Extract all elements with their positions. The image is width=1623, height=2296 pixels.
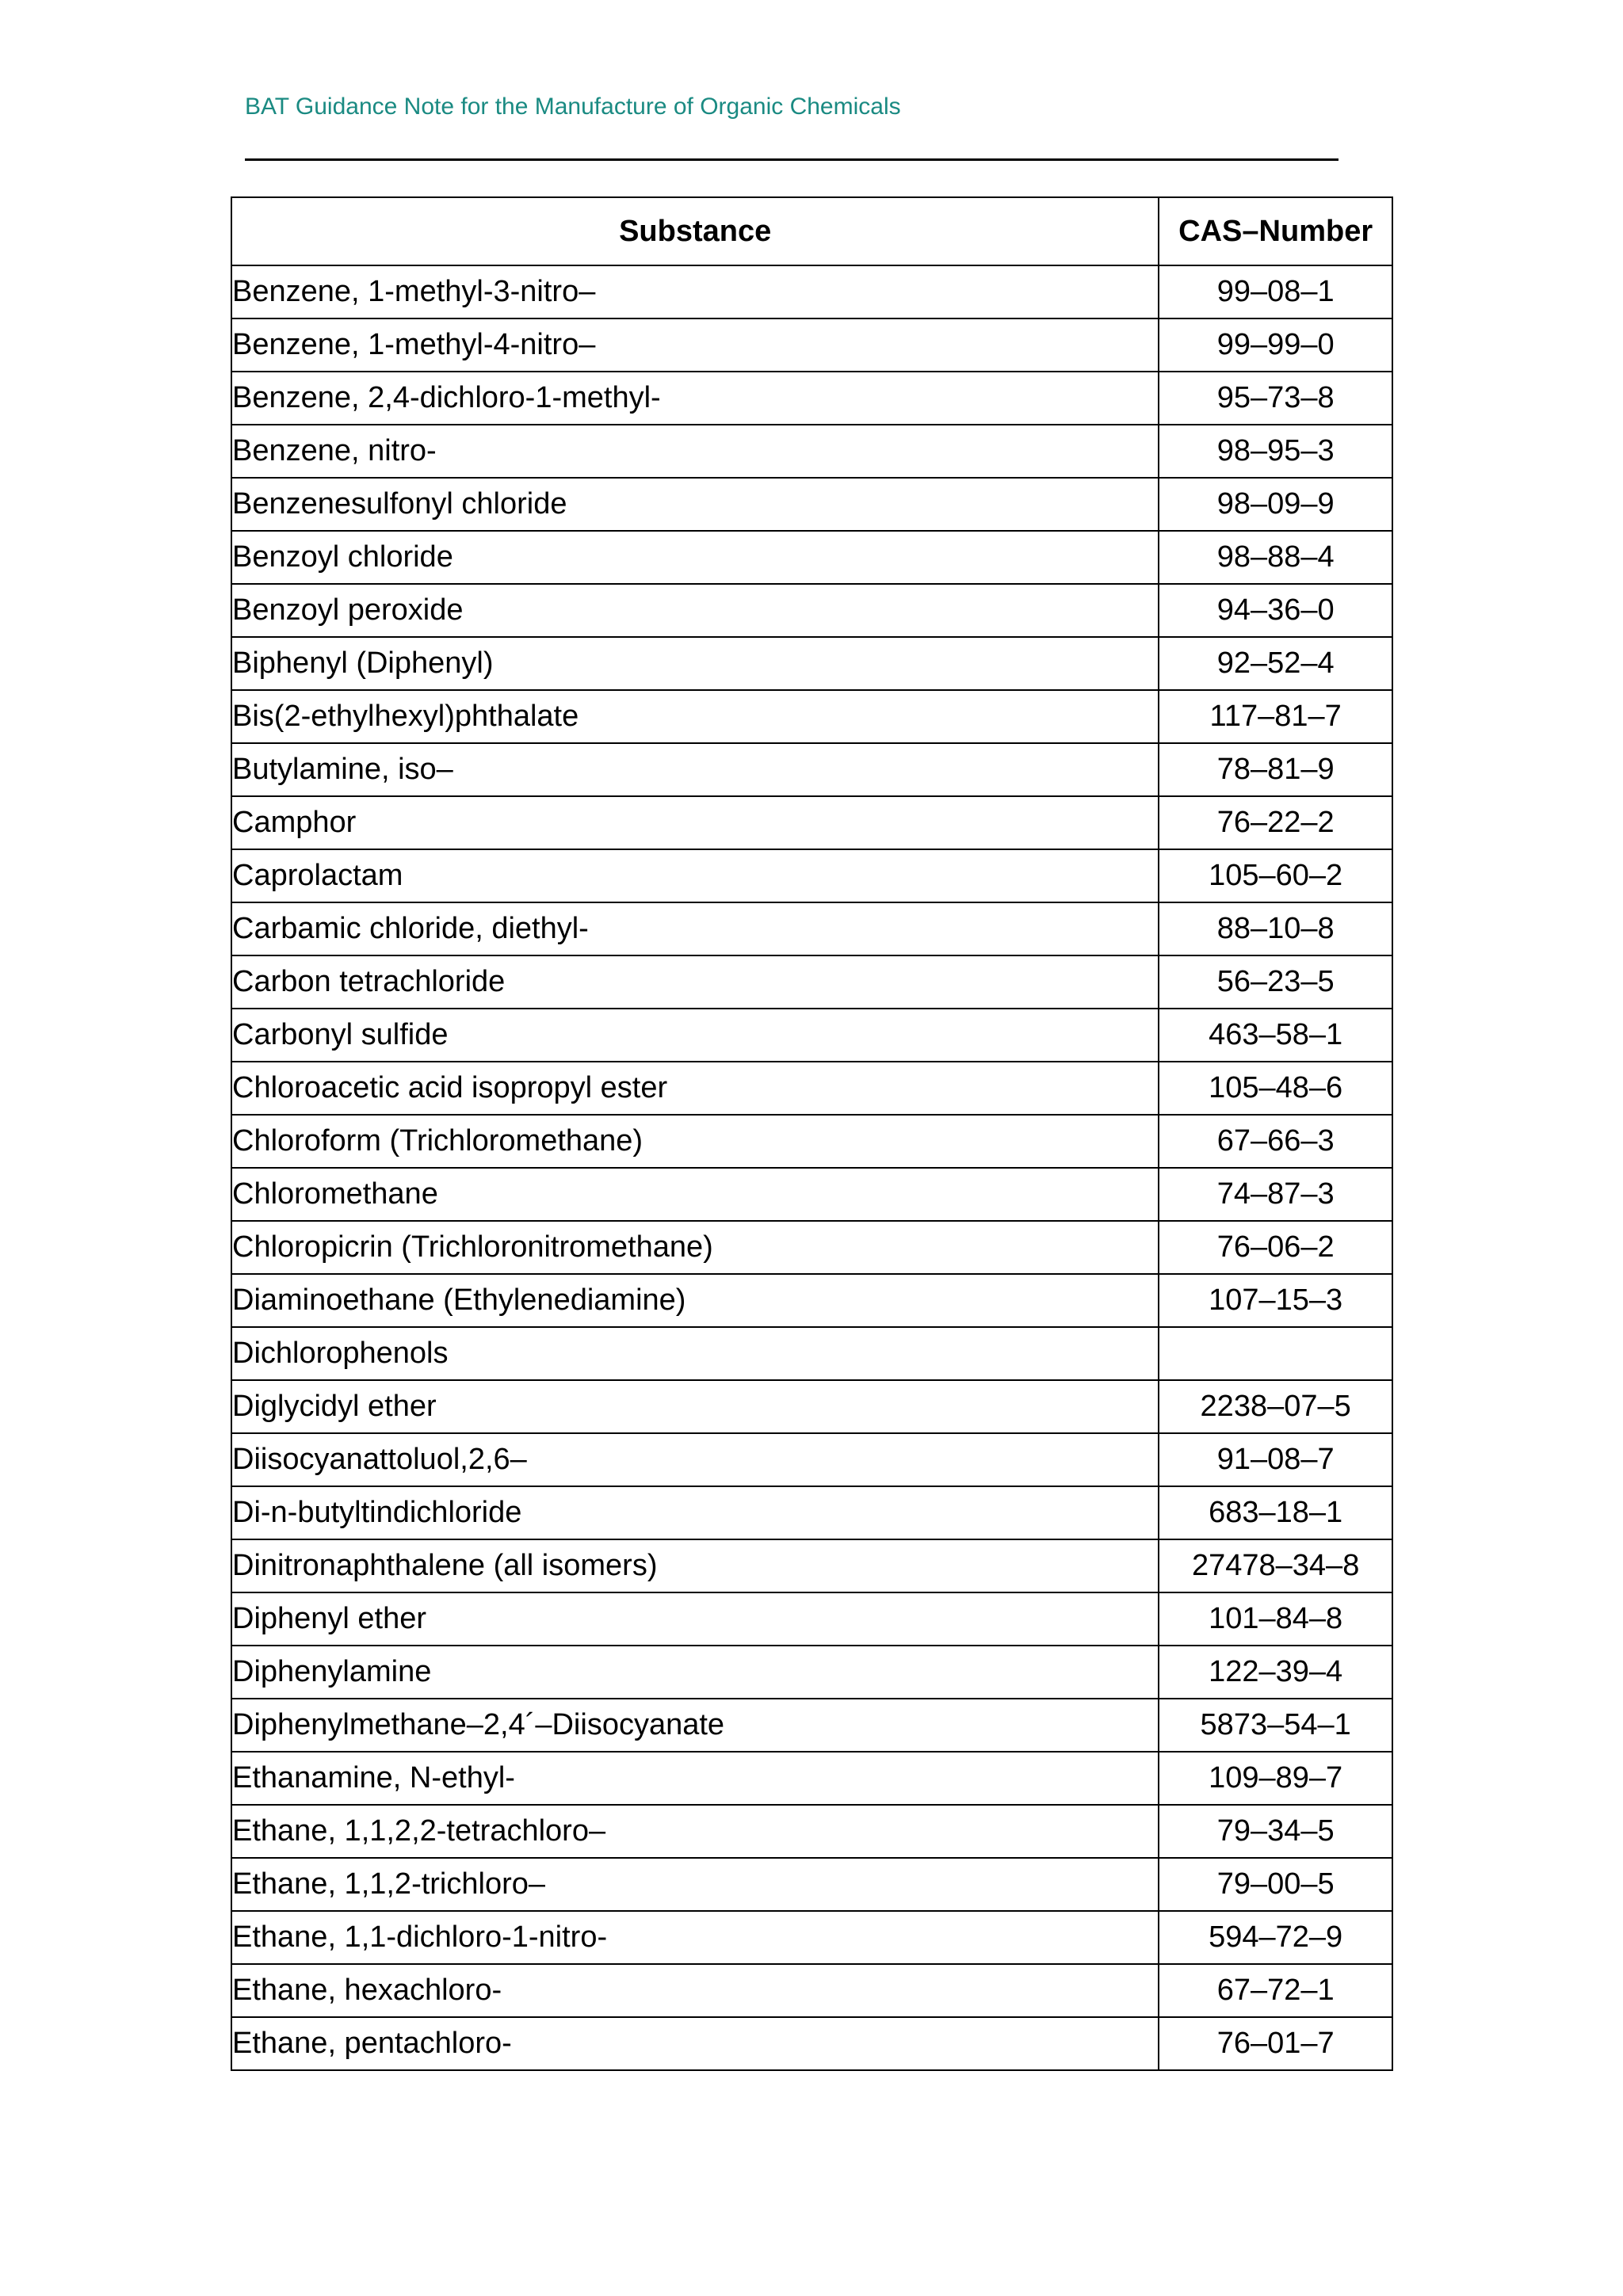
cas-number-cell: 67–66–3 <box>1159 1115 1392 1168</box>
table-row <box>231 425 1392 478</box>
cas-number-cell: 105–48–6 <box>1159 1062 1392 1115</box>
table-row <box>231 1805 1392 1858</box>
cas-number-cell: 594–72–9 <box>1159 1911 1392 1964</box>
column-header-substance: Substance <box>231 197 1159 265</box>
cas-number-cell: 76–01–7 <box>1159 2017 1392 2070</box>
cas-number-cell: 5873–54–1 <box>1159 1699 1392 1752</box>
table-row <box>231 265 1392 318</box>
table-row <box>231 690 1392 743</box>
table-row <box>231 1592 1392 1646</box>
table-row <box>231 1380 1392 1433</box>
cas-number-cell: 92–52–4 <box>1159 637 1392 690</box>
table-row <box>231 1274 1392 1327</box>
cas-number-cell: 117–81–7 <box>1159 690 1392 743</box>
table-row <box>231 902 1392 955</box>
table-row <box>231 584 1392 637</box>
cas-number-cell: 2238–07–5 <box>1159 1380 1392 1433</box>
substance-cell: Carbon tetrachloride <box>231 955 1159 1009</box>
table-row <box>231 318 1392 372</box>
substance-cell: Diisocyanattoluol,2,6– <box>231 1433 1159 1486</box>
table-row <box>231 1964 1392 2017</box>
table-row <box>231 1911 1392 1964</box>
substance-cell: Diaminoethane (Ethylenediamine) <box>231 1274 1159 1327</box>
cas-number-cell: 98–09–9 <box>1159 478 1392 531</box>
substance-cell: Chloromethane <box>231 1168 1159 1221</box>
substance-cell: Bis(2-ethylhexyl)phthalate <box>231 690 1159 743</box>
substance-cell: Benzene, 1-methyl-4-nitro– <box>231 318 1159 372</box>
cas-number-cell: 95–73–8 <box>1159 372 1392 425</box>
cas-number-cell: 105–60–2 <box>1159 849 1392 902</box>
table-row <box>231 1699 1392 1752</box>
table-row <box>231 531 1392 584</box>
substance-cell: Caprolactam <box>231 849 1159 902</box>
table-row <box>231 1168 1392 1221</box>
table-row <box>231 1858 1392 1911</box>
column-header-cas-number: CAS–Number <box>1159 197 1392 265</box>
cas-number-cell: 463–58–1 <box>1159 1009 1392 1062</box>
table-row <box>231 478 1392 531</box>
table-row <box>231 1009 1392 1062</box>
cas-number-cell: 683–18–1 <box>1159 1486 1392 1539</box>
table-row <box>231 372 1392 425</box>
table-row <box>231 1327 1392 1380</box>
table-row <box>231 1752 1392 1805</box>
cas-number-cell: 122–39–4 <box>1159 1646 1392 1699</box>
cas-number-cell: 99–08–1 <box>1159 265 1392 318</box>
table-row <box>231 849 1392 902</box>
cas-number-cell: 78–81–9 <box>1159 743 1392 796</box>
substance-cell: Benzoyl peroxide <box>231 584 1159 637</box>
cas-number-cell: 98–88–4 <box>1159 531 1392 584</box>
header-divider <box>245 158 1338 161</box>
cas-number-cell: 99–99–0 <box>1159 318 1392 372</box>
substance-cell: Benzene, nitro- <box>231 425 1159 478</box>
cas-number-cell: 27478–34–8 <box>1159 1539 1392 1592</box>
table-row <box>231 955 1392 1009</box>
cas-number-cell: 76–06–2 <box>1159 1221 1392 1274</box>
substance-cell: Chloroform (Trichloromethane) <box>231 1115 1159 1168</box>
cas-number-cell: 74–87–3 <box>1159 1168 1392 1221</box>
table-body <box>231 265 1392 2070</box>
table-row <box>231 1062 1392 1115</box>
table-row <box>231 637 1392 690</box>
substance-cell: Diphenylmethane–2,4´–Diisocyanate <box>231 1699 1159 1752</box>
substance-cell: Ethane, 1,1,2-trichloro– <box>231 1858 1159 1911</box>
substance-cell: Benzoyl chloride <box>231 531 1159 584</box>
cas-number-cell: 56–23–5 <box>1159 955 1392 1009</box>
cas-number-cell: 79–34–5 <box>1159 1805 1392 1858</box>
page-header-title: BAT Guidance Note for the Manufacture of Organic Chemicals <box>245 93 901 120</box>
cas-number-cell <box>1159 1327 1392 1380</box>
substance-cell: Ethane, 1,1,2,2-tetrachloro– <box>231 1805 1159 1858</box>
table-row <box>231 796 1392 849</box>
substance-cell: Diphenylamine <box>231 1646 1159 1699</box>
substance-cell: Dinitronaphthalene (all isomers) <box>231 1539 1159 1592</box>
substance-cell: Carbonyl sulfide <box>231 1009 1159 1062</box>
cas-number-cell: 101–84–8 <box>1159 1592 1392 1646</box>
table-row <box>231 1115 1392 1168</box>
table-header-row <box>231 197 1392 265</box>
substance-cell: Ethane, 1,1-dichloro-1-nitro- <box>231 1911 1159 1964</box>
substance-cell: Di-n-butyltindichloride <box>231 1486 1159 1539</box>
cas-number-cell: 109–89–7 <box>1159 1752 1392 1805</box>
substance-cell: Ethane, pentachloro- <box>231 2017 1159 2070</box>
cas-number-cell: 88–10–8 <box>1159 902 1392 955</box>
table-row <box>231 1486 1392 1539</box>
substance-cell: Chloropicrin (Trichloronitromethane) <box>231 1221 1159 1274</box>
substance-cell: Carbamic chloride, diethyl- <box>231 902 1159 955</box>
substance-cell: Ethanamine, N-ethyl- <box>231 1752 1159 1805</box>
substance-cell: Diphenyl ether <box>231 1592 1159 1646</box>
substance-cell: Benzene, 2,4-dichloro-1-methyl- <box>231 372 1159 425</box>
substance-cell: Butylamine, iso– <box>231 743 1159 796</box>
cas-number-cell: 79–00–5 <box>1159 1858 1392 1911</box>
table-row <box>231 1539 1392 1592</box>
table-row <box>231 1433 1392 1486</box>
substances-table <box>231 196 1393 2071</box>
cas-number-cell: 76–22–2 <box>1159 796 1392 849</box>
substance-cell: Dichlorophenols <box>231 1327 1159 1380</box>
cas-number-cell: 67–72–1 <box>1159 1964 1392 2017</box>
cas-number-cell: 94–36–0 <box>1159 584 1392 637</box>
cas-number-cell: 107–15–3 <box>1159 1274 1392 1327</box>
table-row <box>231 1646 1392 1699</box>
table-row <box>231 743 1392 796</box>
substance-cell: Camphor <box>231 796 1159 849</box>
table-row <box>231 2017 1392 2070</box>
cas-number-cell: 98–95–3 <box>1159 425 1392 478</box>
substance-cell: Diglycidyl ether <box>231 1380 1159 1433</box>
substance-cell: Ethane, hexachloro- <box>231 1964 1159 2017</box>
cas-number-cell: 91–08–7 <box>1159 1433 1392 1486</box>
table-row <box>231 1221 1392 1274</box>
substance-cell: Chloroacetic acid isopropyl ester <box>231 1062 1159 1115</box>
substance-cell: Benzene, 1-methyl-3-nitro– <box>231 265 1159 318</box>
substance-cell: Biphenyl (Diphenyl) <box>231 637 1159 690</box>
substance-cell: Benzenesulfonyl chloride <box>231 478 1159 531</box>
